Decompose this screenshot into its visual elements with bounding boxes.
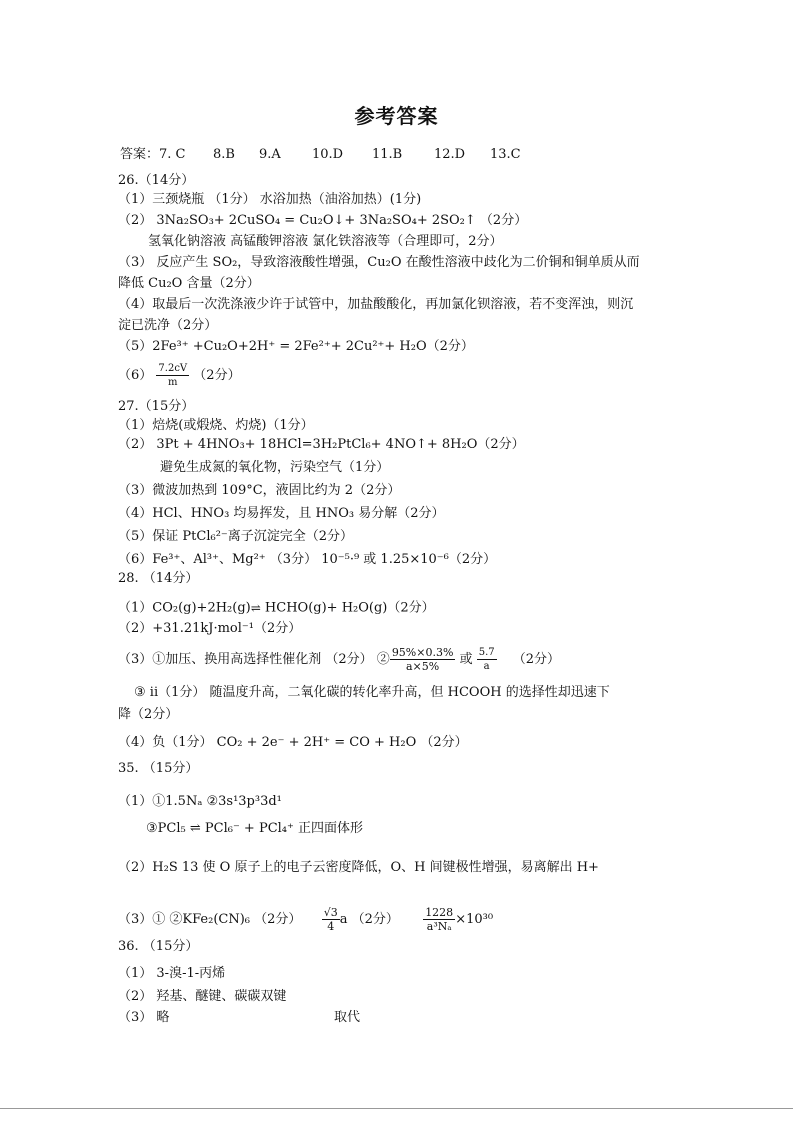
q27-line: （3）微波加热到 109°C，液固比约为 2（2分） [118, 483, 401, 498]
q28-line-1 [118, 599, 435, 618]
fraction [423, 906, 455, 933]
fraction-numerator: 95%×0.3% [391, 646, 454, 659]
q36-line: （3） 略 [118, 1010, 170, 1025]
fraction-numerator: 7.2cV [158, 363, 188, 374]
answer-item: 7. C [159, 147, 186, 162]
q26-line: （5）2Fe³⁺ +Cu₂O+2H⁺ = 2Fe²⁺+ 2Cu²⁺+ H₂O（2分） [118, 339, 474, 354]
power-factor: ×10³⁰ [455, 912, 494, 927]
q26-line: 淀已洗净（2分） [118, 318, 218, 333]
q28-line: ③ ii（1分） 随温度升高，二氧化碳的转化率升高，但 HCOOH 的选择性却迅速下 [134, 685, 610, 700]
score: （2分） [512, 652, 561, 667]
q28-line: （4）负（1分） CO₂ + 2e⁻ + 2H⁺ = CO + H₂O （2分） [118, 735, 468, 750]
equilibrium-arrow: ⇌ [250, 601, 261, 615]
answer-row [120, 146, 186, 164]
q26-part-label: （6） [118, 368, 153, 383]
score: （2分） [351, 912, 399, 927]
answer-item: 8.B [213, 147, 235, 162]
q28-line: （2）+31.21kJ·mol⁻¹（2分） [118, 621, 302, 636]
fraction-denominator: a [483, 661, 490, 672]
q35-part-3-text: （3）① ②KFe₂(CN)₆ （2分） [118, 912, 302, 927]
q35-heading: 35. （15分） [118, 761, 199, 776]
answer-item: 12.D [434, 147, 466, 162]
q36-line: （1） 3-溴-1-丙烯 [118, 966, 226, 981]
page-title: 参考答案 [354, 104, 439, 128]
equation-left: （1）CO₂(g)+2H₂(g) [118, 600, 251, 616]
q27-line: （1）焙烧(或煅烧、灼烧)（1分） [118, 418, 314, 433]
q35-line-3 [118, 906, 493, 933]
q27-line: （2） 3Pt + 4HNO₃+ 18HCl=3H₂PtCl₆+ 4NO↑+ 8H₂O（2分） [118, 437, 525, 452]
fraction [390, 646, 456, 673]
fraction-denominator: a×5% [406, 660, 440, 673]
score: （2分） [193, 368, 241, 383]
q36-line: 取代 [334, 1010, 361, 1025]
answer-item: 13.C [490, 147, 521, 162]
q35-line: （1）①1.5Nₐ ②3s¹3p³3d¹ [118, 794, 282, 809]
page-bottom-rule [0, 1108, 793, 1109]
answer-item: 9.A [259, 147, 281, 162]
q26-line-6 [118, 362, 241, 389]
fraction-numerator: 1228 [425, 906, 454, 919]
answer-item: 10.D [312, 147, 344, 162]
q35-line: ③PCl₅ ⇌ PCl₆⁻ + PCl₄⁺ 正四面体形 [146, 821, 364, 836]
fraction-numerator: 5.7 [478, 647, 495, 658]
q28-heading: 28. （14分） [118, 571, 199, 586]
q36-line: （2） 羟基、醚键、碳碳双键 [118, 989, 287, 1004]
q28-line: 降（2分） [118, 707, 179, 722]
fraction [477, 646, 497, 673]
q26-line: （3） 反应产生 SO₂，导致溶液酸性增强，Cu₂O 在酸性溶液中歧化为二价铜和铜单质从而 [118, 255, 640, 270]
answer-item: 11.B [372, 147, 403, 162]
q27-line: （5）保证 PtCl₆²⁻离子沉淀完全（2分） [118, 529, 354, 544]
fraction-numerator: √3 [323, 906, 338, 919]
q27-line: （4）HCl、HNO₃ 均易挥发，且 HNO₃ 易分解（2分） [118, 506, 445, 521]
fraction-denominator: 4 [327, 920, 335, 933]
or-text: 或 [455, 652, 477, 667]
q26-line: （2） 3Na₂SO₃+ 2CuSO₄ = Cu₂O↓+ 3Na₂SO₄+ 2SO₂↑ （2分） [118, 213, 528, 228]
q28-part-3-text: （3）①加压、换用高选择性催化剂 （2分） ② [118, 652, 390, 667]
q36-heading: 36. （15分） [118, 939, 199, 954]
q27-line: 避免生成氮的氧化物，污染空气（1分） [160, 460, 390, 475]
q28-line-3 [118, 646, 560, 673]
answer-label: 答案： [120, 147, 160, 162]
q27-line: （6）Fe³⁺、Al³⁺、Mg²⁺ （3分） 10⁻⁵·⁹ 或 1.25×10⁻⁶（2分） [118, 552, 497, 567]
q26-line: 氢氧化钠溶液 高锰酸钾溶液 氯化铁溶液等（合理即可，2分） [148, 234, 503, 249]
fraction [322, 906, 340, 933]
q35-line: （2）H₂S 13 使 O 原子上的电子云密度降低，O、H 间键极性增强，易离解出 H+ [118, 860, 599, 875]
equation-right: HCHO(g)+ H₂O(g)（2分） [260, 600, 435, 616]
q26-line: （1）三颈烧瓶 （1分） 水浴加热（油浴加热）(1分) [118, 192, 422, 207]
q26-line: （4）取最后一次洗涤液少许于试管中，加盐酸酸化，再加氯化钡溶液，若不变浑浊，则沉 [118, 297, 634, 312]
q26-heading: 26.（14分） [118, 173, 195, 188]
q27-heading: 27.（15分） [118, 399, 195, 414]
q26-line: 降低 Cu₂O 含量（2分） [118, 276, 260, 291]
fraction-denominator: m [168, 377, 178, 388]
fraction-denominator: a³Nₐ [426, 920, 452, 933]
fraction [156, 362, 189, 389]
variable-a: a [339, 912, 348, 927]
